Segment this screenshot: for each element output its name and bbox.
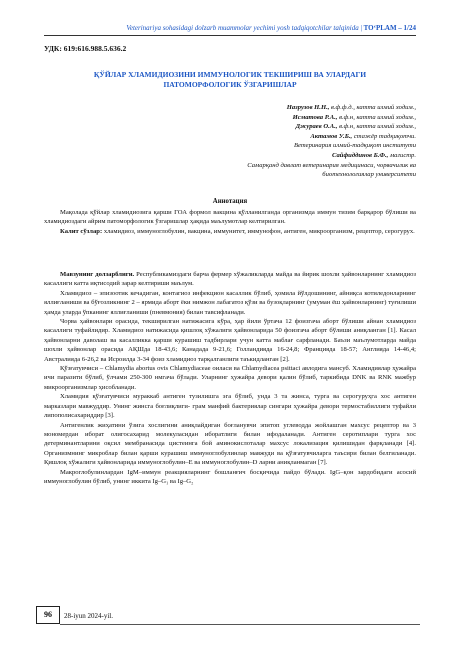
article-title <box>44 70 416 90</box>
paragraph-text: Республикамиздаги барча фермер хўжаликларда майда ва йирик шохли ҳайвонларнинг хламидиоз касаллиги катта иқтисодий зарар келтириши маълум. <box>44 271 416 288</box>
author-line <box>150 132 416 142</box>
header-rule <box>44 35 416 36</box>
university-line: Самарқанд давлат ветеринария медицинаси, чорвачилик ва <box>247 161 416 169</box>
body-paragraph: Макроглобулинлардан IgM–иммун реакцияларнинг бошланғич босқичида пайдо бўлади. IgG–қон зардобидаги асосий иммуноглобулин бўлиб, унинг иккита Ig–G₁ ва Ig–G₂ <box>44 468 416 485</box>
author-name: Назрузов Н.Н., <box>286 104 330 111</box>
author-role: в.ф.н, катта илмий ходим., <box>337 123 416 131</box>
body-paragraph: Антигенлик жиҳатини ўзига хослигини аниқлайдиган боғланувчи эпитоп углеводда жойлашган махсус рецептор ва 3 мономердан иборат олигосахарид молекуласидан иборатлиги билан ифодаланади. Антиген серотиплари турга хос детерминантларини оқсил мембранасида цистеинга бой аминокислоталар махсус локализация қилишидан фарқланади [4]. Организмнинг микроблар билан қарши курашиш иммуноглобулинлар мавжуди ва қўзғатувчиларга таъсири билан белгиланади. Қишлоқ хўжалиги ҳайвонларида иммуноглобулин–Е ва иммуноглобулин–D ларни аниқланмаган [7]. <box>44 421 416 467</box>
publication-date: 28-iyun 2024-yil. <box>64 612 113 620</box>
body-paragraph: Хламидиоз – эпизоотик кечадиган, контагиоз инфекцион касаллик бўлиб, ҳомила йўлдошининг, айниқса котиледонларнинг яллиғланиши ва бўғозликнинг 2 – ярмида аборт ёки нимжон лабагатоз қўзи ва бузоқларнинг (умуман ёш ҳайвонларнинг) туғилиши ҳамда уларда ўпканинг яллиғланиши (пневмония) билан тавсифланади. <box>44 289 416 316</box>
keywords-label: Калит сўзлар: <box>60 227 103 235</box>
author-line <box>150 103 416 113</box>
author-role: магистр. <box>388 151 416 159</box>
collection-number: TO‘PLAM – 1/24 <box>363 24 416 32</box>
footer-rule <box>60 624 420 625</box>
keywords-line <box>44 227 416 236</box>
author-name: Сайфиддинов Б.Ф., <box>332 151 389 159</box>
author-name: Исматова Р.А., <box>292 113 338 121</box>
author-line <box>150 122 416 132</box>
author-role: стажёр тадқиқотчи. <box>352 132 416 140</box>
body-paragraph: Хламидия қўзғатувчиси мураккаб антиген тузилишга эга бўлиб, унда 3 та жинса, турга ва серогуруҳга хос антиген марказлари мавжуддир. Унинг жинсга боғлиқлиги- грам манфий бактериялар сингари ҳужайра девори термостабиллиги туфайли липополисахариддир [3]. <box>44 393 416 420</box>
title-line: ПАТОМОРФОЛОГИК ЎЗГАРИШЛАР <box>163 80 297 89</box>
author-line <box>150 113 416 123</box>
udk-code: УДК: 619:616.988.5.636.2 <box>44 44 127 53</box>
author-role: в.ф.ф.д., катта илмий ходим., <box>329 104 416 111</box>
author-name: Актамов У.Б., <box>310 132 353 140</box>
university-line: биотехнологиялар университети <box>322 171 416 179</box>
body-text <box>44 270 416 486</box>
author-role: в.ф.н, катта илмий ходим., <box>337 113 416 121</box>
author-line <box>150 151 416 161</box>
author-name: Джураев О.А., <box>295 123 338 131</box>
keywords-text: хламидиоз, иммуноглобулин, вакцина, иммунитет, иммунофон, антиген, микроорганизм, рецептор, серогурух. <box>102 227 415 235</box>
relevance-label: Мавзунинг долзарблиги. <box>60 271 135 278</box>
body-paragraph: Қўзғатувчиси – Chlamydia abortus ovis Chlamydiaceae оиласи ва Chlamydiacea psittaci авлодига мансуб. Хламидиялар ҳужайра ичи паразити бўлиб, ўлчами 250-300 нмгача бўлади. Уларнинг ҳужайра девори қалин бўлиб, таркибида DNK ва RNK мажбур микроорганизмлар ҳисобланади. <box>44 365 416 391</box>
page-number: 96 <box>36 606 60 624</box>
body-paragraph <box>44 270 416 289</box>
abstract-block <box>44 208 416 236</box>
body-paragraph: Чорва ҳайвонлари орасида, текширилган натижасига кўра, ҳар йили ўртача 12 фоизгача аборт бўлиши айнан хламидиоз касаллиги туфайлидир. Хламидиоз натижасида қишлоқ хўжалиги ҳайвонларида 50 фоизгача аборт бўлиши аниқланган [1]. Касал ҳайвонларни даволаш ва касалликка қарши курашиш тадбирлари учун катта маблағ сарфланади. Баъзи маълумотларда майда шохли ҳайвонлар орасида АҚШда 18-43,6; Канадада 9-21,6; Голландияда 16-24,8; Францияда 18-57; Англияда 14-46,4; Австралияда 6-26,2 ва Исроилда 3-34 фоиз хламидиоз тарқалганлиги таъкидланган [2]. <box>44 318 416 363</box>
title-line: ҚЎЙЛАР ХЛАМИДИОЗИНИ ИММУНОЛОГИК ТЕКШИРИШ ВА УЛАРДАГИ <box>93 70 367 79</box>
author-block <box>150 103 416 180</box>
journal-name: Veterinariya sohasidagi dolzarb muammolar yechimi yosh tadqiqotchilar talqinida <box>126 24 359 32</box>
journal-header <box>44 24 416 33</box>
header-separator: | <box>358 24 364 32</box>
institute: Ветеринария илмий-тадқиқот институти <box>294 142 416 150</box>
abstract-heading: Аннотация <box>212 198 248 205</box>
abstract-text: Мақолада қўйлар хламидиозига қарши ГОА формол вакцина қўлланилганда организмда иммун тизим барқарор бўлиши ва хламидиоздаги айрим патоморфологик ўзгаришлар ҳақида маълумотлар келтирилган. <box>44 209 416 226</box>
